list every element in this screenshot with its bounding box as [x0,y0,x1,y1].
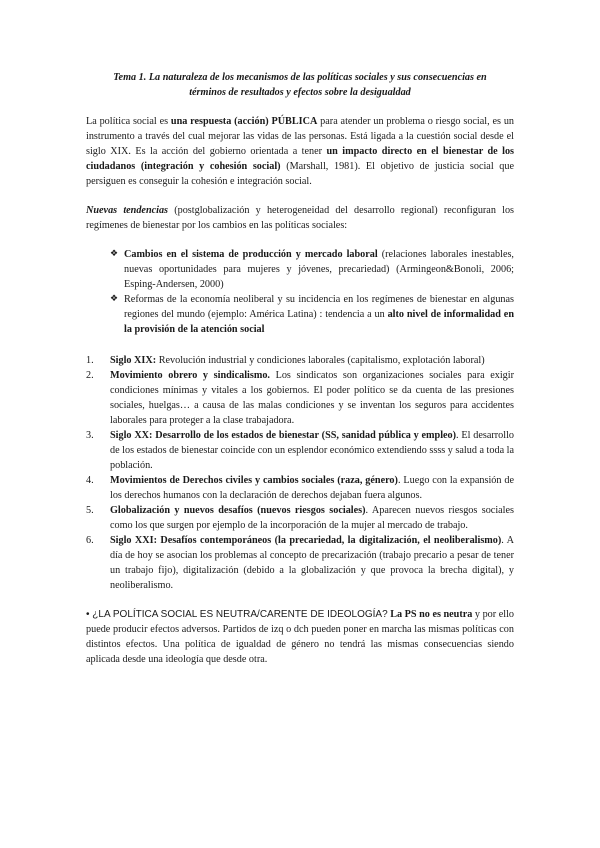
list-number: 1. [86,355,94,366]
trends-paragraph [86,203,514,233]
list-item-text: . Aparecen nuevos riesgos sociales como los que surgen por ejemplo de la incorporación de la mujer al mercado de trabajo. [110,505,514,531]
historical-periods-list [86,353,514,593]
list-number: 4. [86,475,94,486]
diamond-bullet-icon: ❖ [110,294,119,304]
trends-text: (postglobalización y heterogeneidad del desarrollo regional) reconfiguran los regímenes de bienestar por los cambios en las políticas sociales: [86,205,514,231]
intro-text-2: para atender un problema o riesgo social, es un instrumento a través del cual mejorar las vidas de las personas. Está ligada a la cuestión social desde el siglo XIX. Es la acción del gobierno orientada a tener [86,116,515,157]
list-item [86,353,514,368]
list-item-text: . El desarrollo de los estados de bienestar coincide con un esplendor económico extendiendo ssss y salud a toda la población. [110,430,514,471]
list-item [86,533,514,593]
bullet-item [110,292,514,337]
list-number: 6. [86,535,94,546]
list-item-text: . A día de hoy se asocian los problemas al concepto de precarización (trabajo precario a pesar de tener un trabajo fijo), digitalización (debido a la globalización y que provoca la brecha digital), y neoliberalismo. [110,535,515,591]
title-line-2: términos de resultados y efectos sobre la desigualdad [189,87,411,98]
intro-text-1: La política social es [86,116,171,127]
trends-bullet-list [86,247,514,337]
list-number: 2. [86,370,94,381]
neutrality-text: y por ello puede producir efectos adversos. Partidos de izq o dch pueden poner en marcha las mismas políticas con distintos efectos. Una política de igualdad de género no tendrá las mismas consecuencias siendo aplicada desde una ideología que desde otra. [86,609,514,665]
list-item-heading: Siglo XXI: Desafíos contemporáneos (la precariedad, la digitalización, el neoliberalismo) [110,535,502,546]
bullet-text: (relaciones laborales inestables, nuevas oportunidades para mujeres y jóvenes, precariedad) (Armingeon&Bonoli, 2006; Esping-Andersen, 2000) [124,249,514,290]
bullet-bold: Cambios en el sistema de producción y mercado laboral [124,249,378,260]
document-title [86,70,514,100]
list-item-heading: Globalización y nuevos desafíos (nuevos riesgos sociales) [110,505,366,516]
list-item-heading: Siglo XX: Desarrollo de los estados de bienestar (SS, sanidad pública y empleo) [110,430,457,441]
list-item-heading: Siglo XIX: [110,355,157,366]
intro-bold-1: una respuesta (acción) PÚBLICA [170,116,318,127]
bullet-bold: alto nivel de informalidad en la provisión de la atención social [124,309,514,335]
list-item-text: Revolución industrial y condiciones laborales (capitalismo, explotación laboral) [156,355,485,366]
intro-paragraph [86,114,514,189]
list-item [86,473,514,503]
list-item [86,503,514,533]
list-number: 3. [86,430,94,441]
intro-bold-2: un impacto directo en el bienestar de los ciudadanos (integración y cohesión social) [86,146,515,172]
bullet-text: Reformas de la economía neoliberal y su incidencia en los regímenes de bienestar en algunas regiones del mundo (ejemplo: América Latina) : tendencia a un [124,294,514,320]
list-item [86,428,514,473]
list-item-text: . Luego con la expansión de los derechos humanos con la declaración de derechos dejaban fuera algunos. [110,475,514,501]
trends-heading: Nuevas tendencias [86,205,169,216]
list-item [86,368,514,428]
intro-text-3: (Marshall, 1981). El objetivo de justicia social que persiguen es conseguir la cohesión e integración social. [86,161,514,187]
bullet-item [110,247,514,292]
title-line-1: Tema 1. La naturaleza de los mecanismos de las políticas sociales y sus consecuencias en [113,72,487,83]
list-number: 5. [86,505,94,516]
list-item-heading: Movimientos de Derechos civiles y cambios sociales (raza, género) [110,475,398,486]
neutrality-answer-bold: La PS no es neutra [387,609,473,620]
neutrality-question: • ¿LA POLÍTICA SOCIAL ES NEUTRA/CARENTE DE IDEOLOGÍA? [86,609,388,620]
diamond-bullet-icon: ❖ [110,249,119,259]
list-item-heading: Movimiento obrero y sindicalismo. [110,370,270,381]
list-item-text: Los sindicatos son organizaciones sociales para exigir condiciones mínimas y vitales a los gobiernos. El poder político se da cuenta de las presiones sociales, huelgas… a causa de las malas condiciones y se inventan los seguros para accidentes laborales para proteger a la clase trabajadora. [110,370,515,426]
neutrality-paragraph [86,607,514,667]
